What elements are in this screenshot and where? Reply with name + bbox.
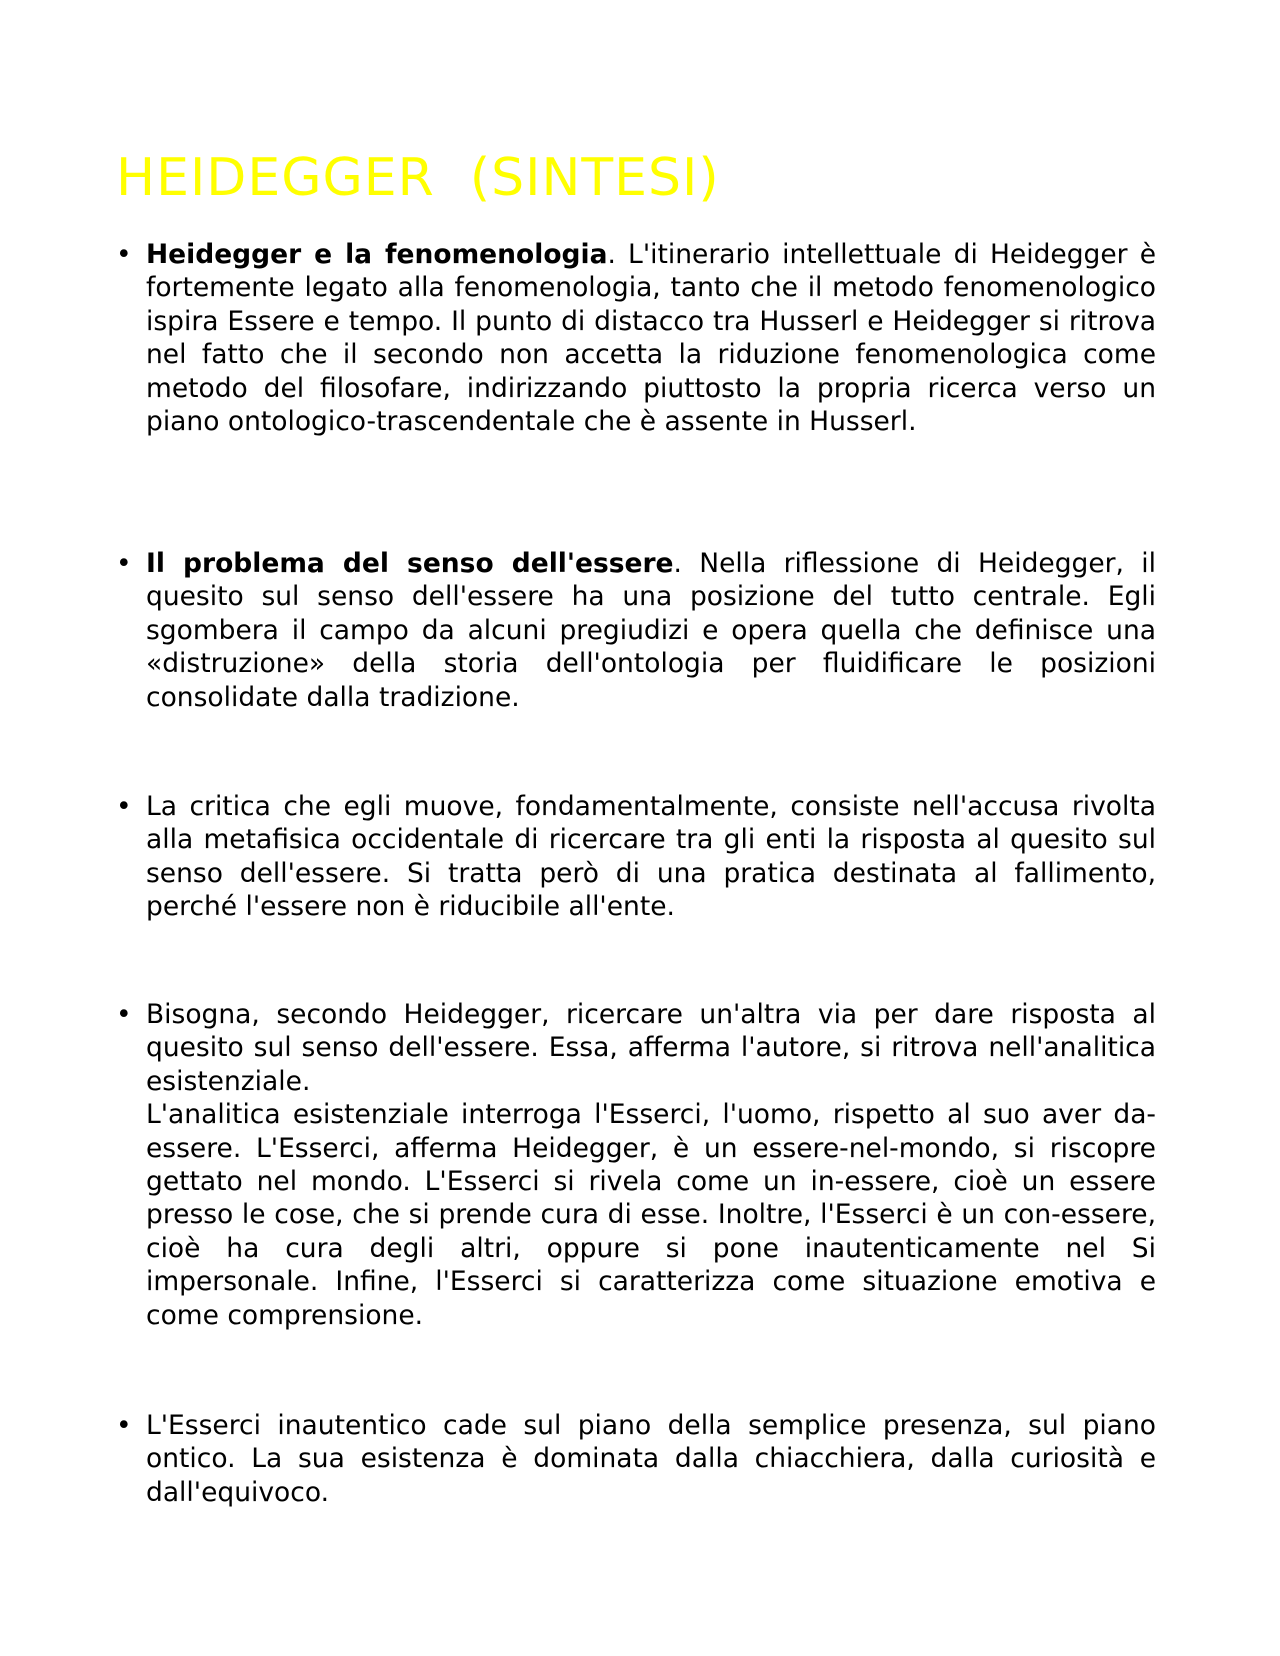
bullet-icon: • xyxy=(116,548,132,579)
paragraph xyxy=(146,790,1156,924)
paragraph-heading: Il problema del senso dell'essere xyxy=(146,548,674,579)
bullet-icon: • xyxy=(116,1410,132,1441)
paragraph xyxy=(146,238,1156,438)
paragraph-body: . Nella riflessione di Heidegger, il quesito sul senso dell'essere ha una posizione del tutto centrale. Egli sgombera il campo da alcuni pregiudizi e opera quella che definisce una «distruzione» della storia dell'ontologia per fluidificare le posizioni consolidate dalla tradizione. xyxy=(146,548,1156,713)
list-item xyxy=(116,238,1156,438)
list-item xyxy=(116,547,1156,714)
list-item xyxy=(116,998,1156,1332)
bullet-icon: • xyxy=(116,239,132,270)
paragraph-body: . L'itinerario intellettuale di Heidegger è fortemente legato alla fenomenologia, tanto che il metodo fenomenologico ispira Essere e tempo. Il punto di distacco tra Husserl e Heidegger si ritrova nel fatto che il secondo non accetta la riduzione fenomenologica come metodo del filosofare, indirizzando piuttosto la propria ricerca verso un piano ontologico-trascendentale che è assente in Husserl. xyxy=(146,239,1156,438)
bullet-icon: • xyxy=(116,999,132,1030)
list-item xyxy=(116,790,1156,924)
paragraph-body: La critica che egli muove, fondamentalmente, consiste nell'accusa rivolta alla metafisica occidentale di ricercare tra gli enti la risposta al quesito sul senso dell'essere. Si tratta però di una pratica destinata al fallimento, perché l'essere non è riducibile all'ente. xyxy=(146,791,1156,923)
paragraph-body: Bisogna, secondo Heidegger, ricercare un'altra via per dare risposta al quesito sul senso dell'essere. Essa, afferma l'autore, si ritrova nell'analitica esistenziale. xyxy=(146,999,1156,1097)
paragraph xyxy=(146,547,1156,714)
paragraph xyxy=(146,1409,1156,1509)
list-item xyxy=(116,1409,1156,1509)
bullet-icon: • xyxy=(116,791,132,822)
paragraph-body: L'Esserci inautentico cade sul piano della semplice presenza, sul piano ontico. La sua esistenza è dominata dalla chiacchiera, dalla curiosità e dall'equivoco. xyxy=(146,1410,1156,1508)
paragraph-heading: Heidegger e la fenomenologia xyxy=(146,239,608,270)
paragraph xyxy=(146,998,1156,1332)
paragraph-body: L'analitica esistenziale interroga l'Esserci, l'uomo, rispetto al suo aver da-essere. L'Esserci, afferma Heidegger, è un essere-nel-mondo, si riscopre gettato nel mondo. L'Esserci si rivela come un in-essere, cioè un essere presso le cose, che si prende cura di esse. Inoltre, l'Esserci è un con-essere, cioè ha cura degli altri, oppure si pone inautenticamente nel Si impersonale. Infine, l'Esserci si caratterizza come situazione emotiva e come comprensione. xyxy=(146,1099,1156,1331)
page-title: HEIDEGGER (SINTESI) xyxy=(116,148,720,208)
